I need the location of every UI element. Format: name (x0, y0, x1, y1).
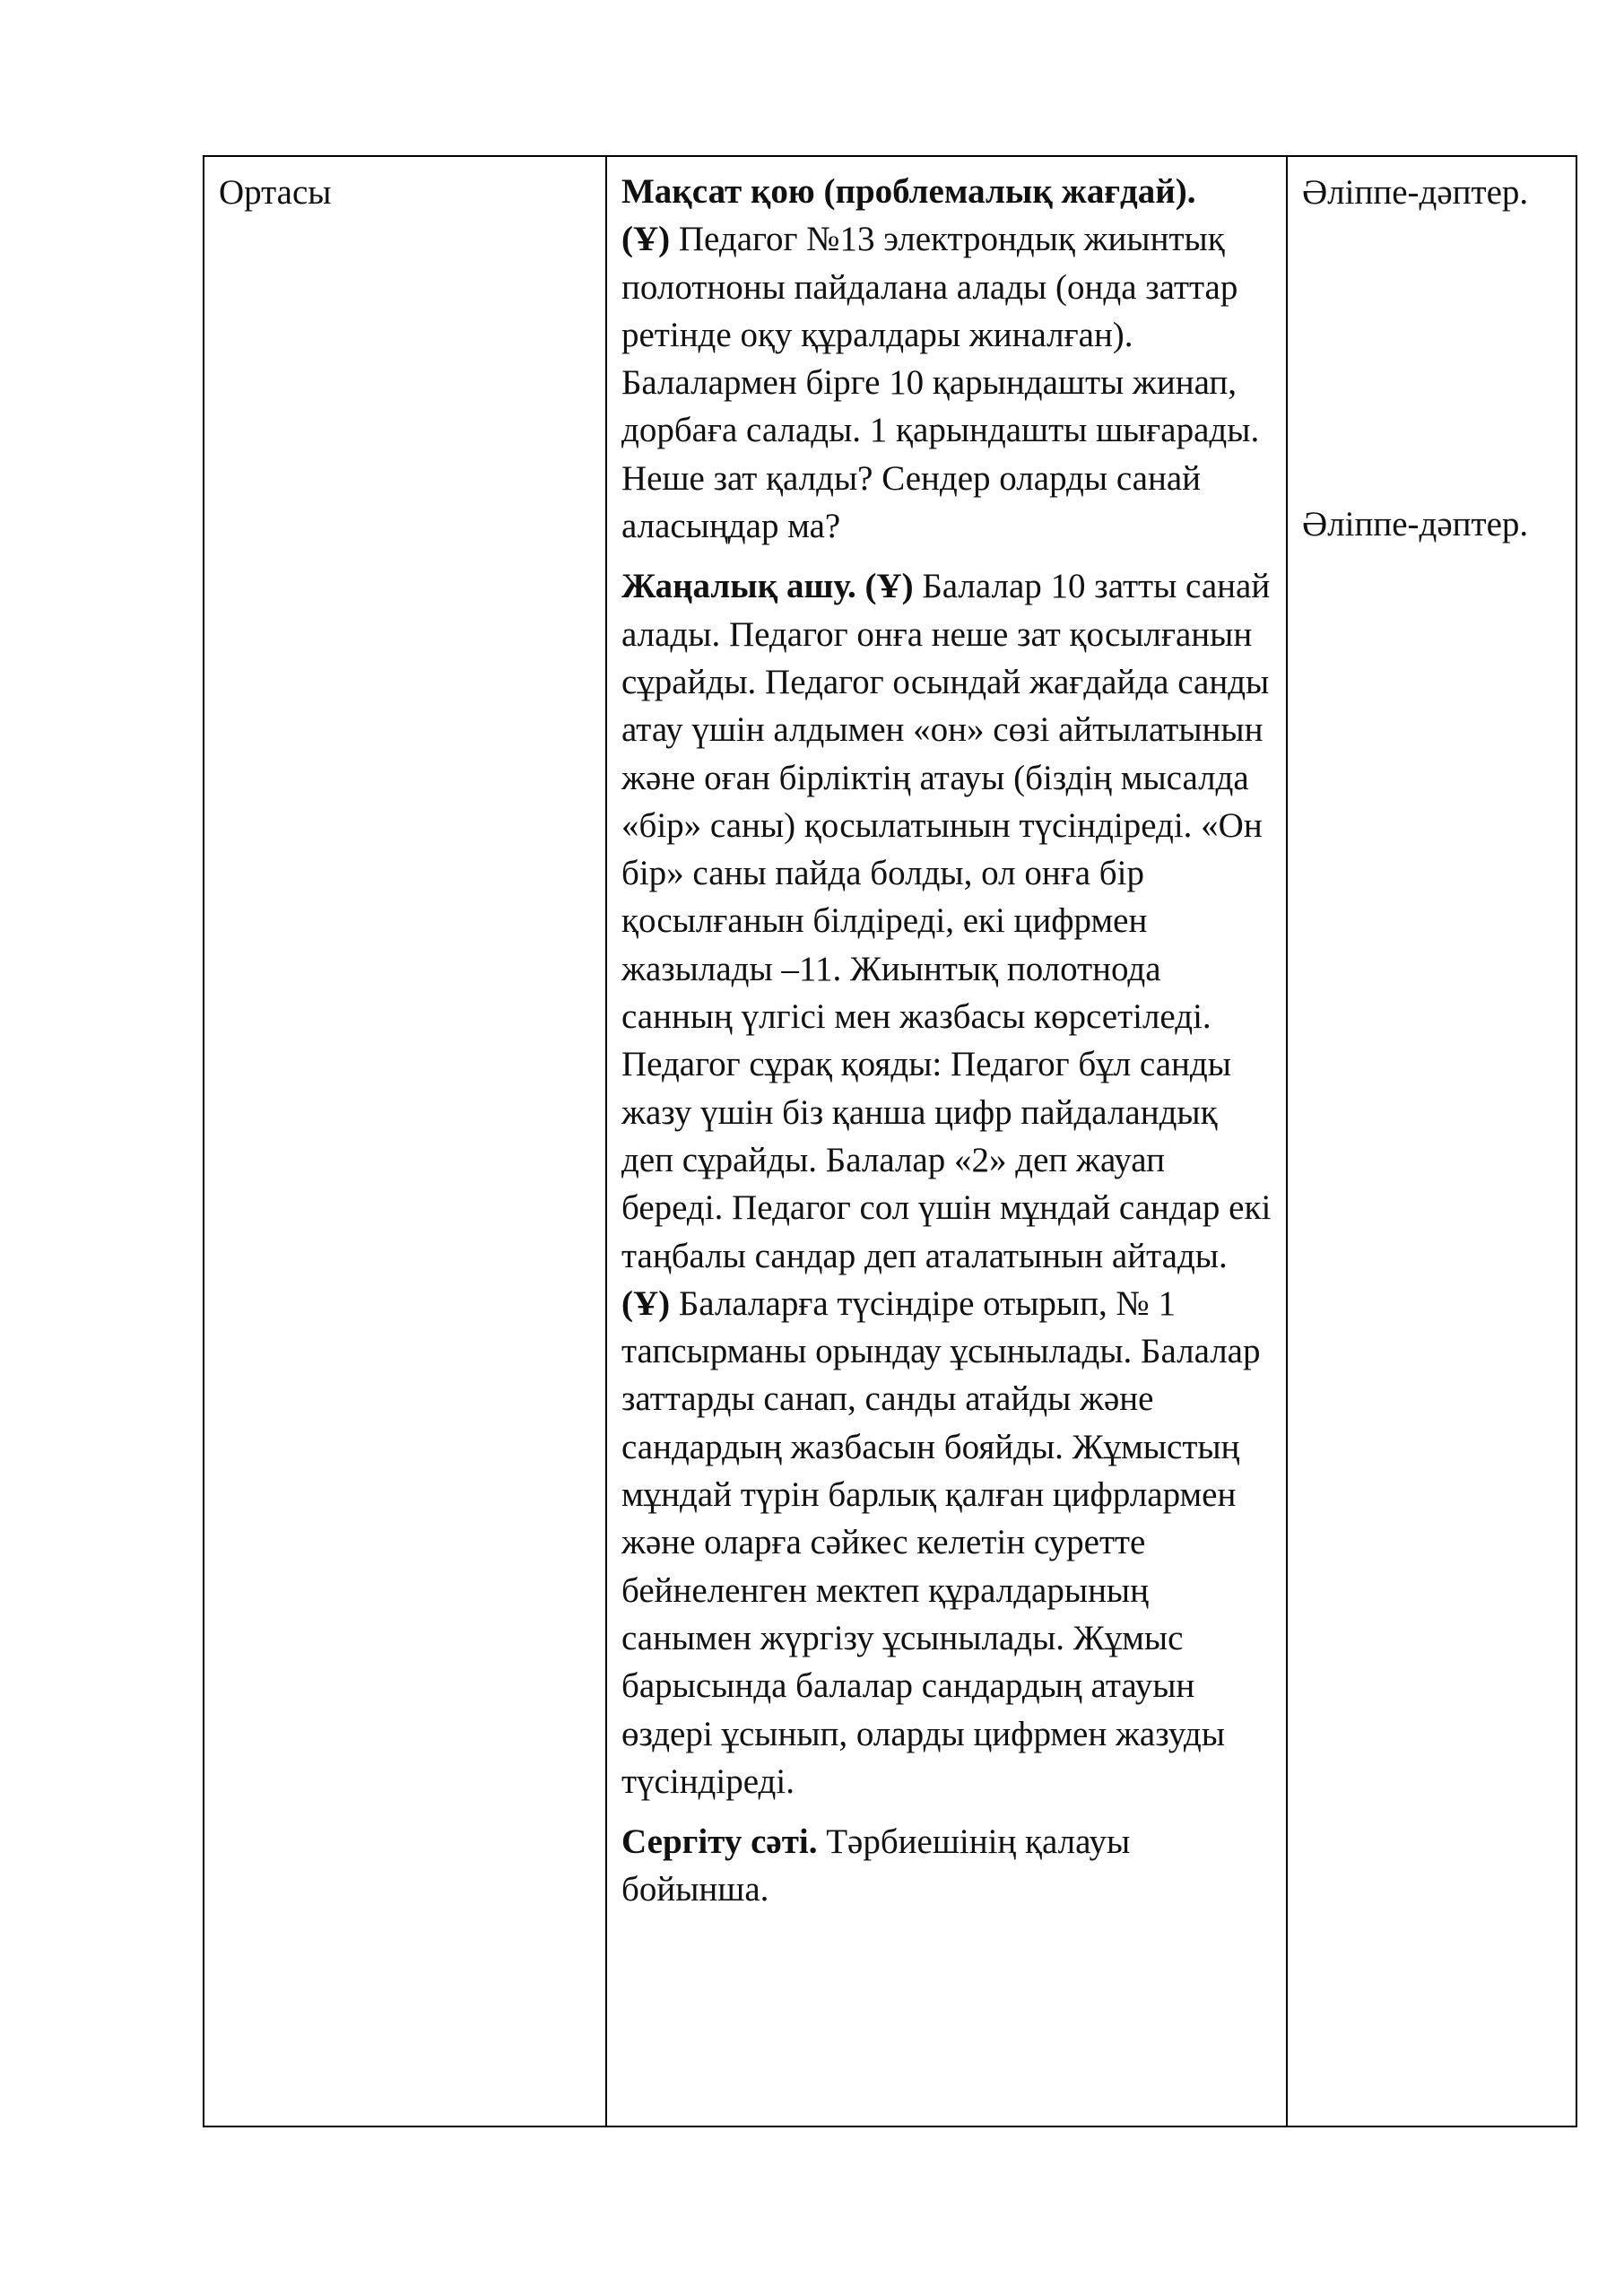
resource-spacer (1302, 216, 1576, 501)
content-cell (606, 156, 1287, 2126)
goal-heading: Мақсат қою (проблемалық жағдай). (621, 172, 1196, 211)
goal-marker: (Ұ) (621, 220, 671, 259)
resource-item: Әліппе-дәптер. (1302, 173, 1529, 212)
resource-item: Әліппе-дәптер. (1302, 505, 1529, 544)
goal-text: Педагог №13 электрондық жиынтық полотноны пайдалана алады (онда заттар ретінде оқу құралдары жиналған). Балалармен бірге 10 қарындашты жинап, дорбаға салады. 1 қарындашты шығарады. Неше зат қалды? Сендер оларды санай аласыңдар ма? (621, 220, 1260, 546)
goal-paragraph (621, 168, 1273, 550)
discovery-marker: (Ұ) (864, 567, 914, 606)
stage-cell (204, 156, 606, 2126)
refresh-heading: Сергіту сәті. (621, 1822, 818, 1862)
refresh-text: Тәрбиешінің қалауы бойынша. (621, 1822, 1131, 1909)
discovery-marker-2: (Ұ) (621, 1283, 671, 1323)
discovery-text-2: Балаларға түсіндіре отырып, № 1 тапсырманы орындау ұсынылады. Балалар заттарды санап, санды атайды және сандардың жазбасын бояйды. Жұмыстың мұндай түрін барлық қалған цифрлармен және оларға сәйкес келетін суретте бейнеленген мектеп құралдарының санымен жүргізу ұсынылады. Жұмыс барысында балалар сандардың атауын өздері ұсынып, оларды цифрмен жазуды түсіндіреді. (621, 1283, 1261, 1801)
discovery-paragraph (621, 562, 1273, 1805)
lesson-plan-table (203, 155, 1577, 2127)
resource-cell (1287, 156, 1576, 2126)
discovery-heading: Жаңалық ашу. (621, 567, 856, 606)
table-row (204, 156, 1576, 2126)
discovery-text: Балалар 10 затты санай алады. Педагог онға неше зат қосылғанын сұрайды. Педагог осындай жағдайда санды атау үшін алдымен «он» сөзі айтылатынын және оған бірліктің атауы (біздің мысалда «бір» саны) қосылатынын түсіндіреді. «Он бір» саны пайда болды, ол онға бір қосылғанын білдіреді, екі цифрмен жазылады –11. Жиынтық полотнода санның үлгісі мен жазбасы көрсетіледі. Педагог сұрақ қояды: Педагог бұл санды жазу үшін біз қанша цифр пайдаландық деп сұрайды. Балалар «2» деп жауап береді. Педагог сол үшін мұндай сандар екі таңбалы сандар деп аталатынын айтады. (621, 567, 1272, 1275)
refresh-paragraph (621, 1818, 1273, 1914)
stage-label: Ортасы (219, 173, 332, 212)
